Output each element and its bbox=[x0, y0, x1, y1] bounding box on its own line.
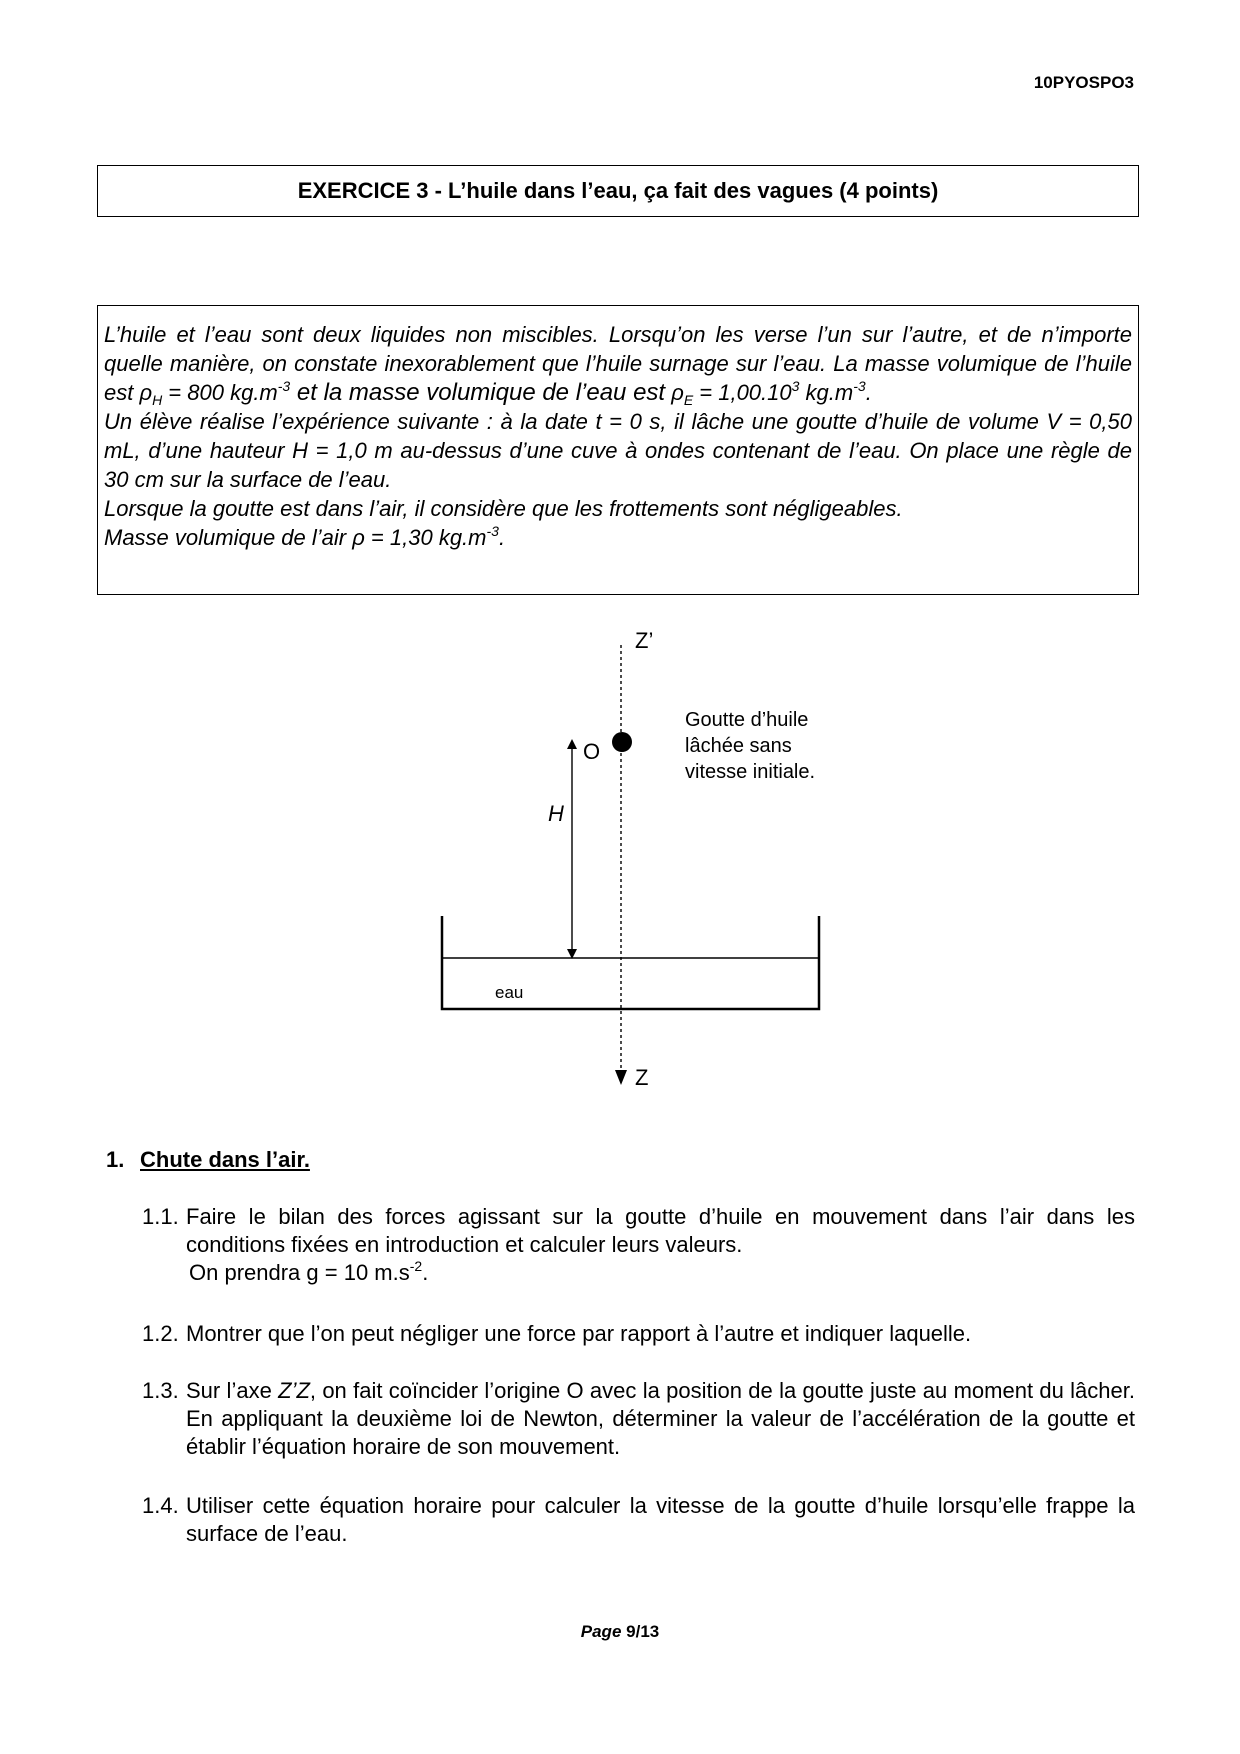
question-number: 1.2. bbox=[142, 1321, 179, 1346]
page-number: 9/13 bbox=[626, 1622, 660, 1641]
question-1-2 bbox=[142, 1320, 1135, 1348]
axis-label-zprime: Z’ bbox=[635, 628, 654, 653]
drop-caption-line-2: lâchée sans bbox=[685, 735, 792, 757]
question-text: Montrer que l’on peut négliger une force par rapport à l’autre et indiquer laquelle. bbox=[186, 1321, 972, 1346]
page-footer bbox=[0, 1622, 1240, 1642]
question-1-4 bbox=[142, 1492, 1135, 1548]
experiment-diagram bbox=[420, 615, 860, 1095]
page-word: Page bbox=[580, 1622, 622, 1641]
question-text: Sur l’axe Z’Z, on fait coïncider l’origine O avec la position de la goutte juste au moment du lâcher. En appliquant la deuxième loi de Newton, déterminer la valeur de l’accélération de la goutte et établir l’équation horaire de son mouvement. bbox=[186, 1378, 1135, 1459]
document-code: 10PYOSPO3 bbox=[1033, 73, 1134, 92]
height-arrow-up-icon bbox=[567, 739, 577, 749]
intro-box bbox=[97, 305, 1139, 595]
intro-paragraph-4: Masse volumique de l’air ρ = 1,30 $kg.m^{-3}$. bbox=[104, 523, 506, 550]
question-number: 1.1. bbox=[142, 1204, 179, 1229]
intro-paragraph-1: L’huile et l’eau sont deux liquides non miscibles. Lorsqu’on les verse l’un sur l’autre, et de n’importe quelle manière, on constate inexorablement que l’huile surnage sur l’eau. La masse volumique de l’huile est $\rho_H = 800$ $kg.m^{-3}$ et la masse volumique de l’eau est $\rho_E = 1,00.10^3$ $kg.m^{-3}$. bbox=[104, 322, 1132, 408]
question-number: 1.4. bbox=[142, 1493, 179, 1518]
question-text: Faire le bilan des forces agissant sur la goutte d’huile en mouvement dans l’air dans les conditions fixées en introduction et calculer leurs valeurs. bbox=[186, 1204, 1135, 1257]
axis-label-z: Z bbox=[635, 1065, 649, 1090]
origin-label: O bbox=[583, 739, 601, 764]
height-label: H bbox=[548, 801, 564, 826]
question-number: 1.3. bbox=[142, 1378, 179, 1403]
drop-caption-line-3: vitesse initiale. bbox=[685, 761, 816, 783]
section-1-heading bbox=[106, 1147, 310, 1173]
exercise-title: EXERCICE 3 - L’huile dans l’eau, ça fait des vagues (4 points) bbox=[97, 165, 1139, 217]
question-1-3 bbox=[142, 1377, 1135, 1461]
question-text: Utiliser cette équation horaire pour calculer la vitesse de la goutte d’huile lorsqu’elle frappe la surface de l’eau. bbox=[186, 1493, 1135, 1546]
question-1-1 bbox=[142, 1203, 1135, 1287]
axis-arrow-icon bbox=[615, 1070, 627, 1085]
oil-drop-icon bbox=[612, 732, 632, 752]
question-note: On prendra g = 10 $m.s^{-2}$. bbox=[189, 1258, 429, 1285]
intro-paragraph-3: Lorsque la goutte est dans l’air, il considère que les frottements sont négligeables. bbox=[104, 496, 903, 521]
drop-caption-line-1: Goutte d’huile bbox=[685, 709, 809, 731]
section-number: 1. bbox=[106, 1147, 125, 1172]
intro-paragraph-2: Un élève réalise l’expérience suivante : à la date t = 0 s, il lâche une goutte d’huile de volume V = 0,50 mL, d’une hauteur H = 1,0 m au-dessus d’une cuve à ondes contenant de l’eau. On place une règle de 30 cm sur la surface de l’eau. bbox=[104, 409, 1132, 492]
water-label: eau bbox=[495, 983, 524, 1002]
section-title: Chute dans l’air. bbox=[140, 1147, 310, 1172]
